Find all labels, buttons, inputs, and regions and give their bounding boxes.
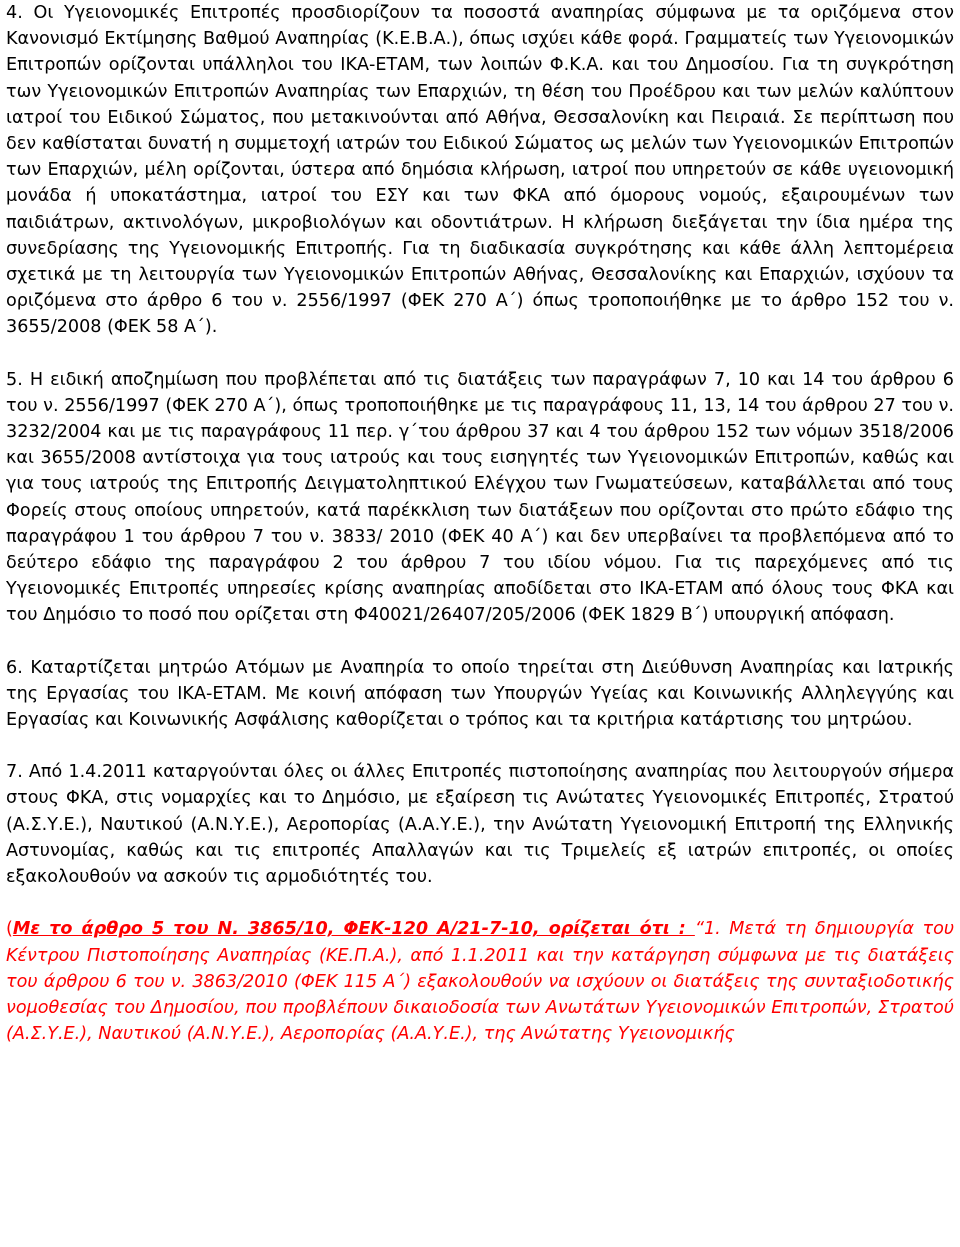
paragraph-gap bbox=[6, 341, 954, 367]
amendment-quote-mark: “ bbox=[694, 919, 704, 940]
paragraph-gap bbox=[6, 733, 954, 759]
document-page bbox=[6, 0, 954, 1047]
paragraph-7: 7. Από 1.4.2011 καταργούνται όλες οι άλλες Επιτροπές πιστοποίησης αναπηρίας που λειτουργούν σήμερα στους ΦΚΑ, στις νομαρχίες και το Δημόσιο, με εξαίρεση τις Ανώτατες Υγειονομικές Επιτροπές, Στρατού (Α.Σ.Υ.Ε.), Ναυτικού (Α.Ν.Υ.Ε.), Αεροπορίας (Α.Α.Υ.Ε.), την Ανώτατη Υγειονομική Επιτροπή της Ελληνικής Αστυνομίας, καθώς και τις επιτροπές Απαλλαγών και τις Τριμελείς εξ ιατρών επιτροπές, οι οποίες εξακολουθούν να ασκούν τις αρμοδιότητές του. bbox=[6, 762, 954, 888]
amendment-text: 1. Μετά τη δημιουργία του Κέντρου Πιστοποίησης Αναπηρίας (ΚΕ.Π.Α.), από 1.1.2011 και την κατάργηση σύμφωνα με τις διατάξεις του άρθρου 6 του ν. 3863/2010 (ΦΕΚ 115 Α΄) εξακολουθούν να ισχύουν οι διατάξεις της συνταξιοδοτικής νομοθεσίας του Δημοσίου, που προβλέπουν δικαιοδοσία των Ανωτάτων Υγειονομικών Επιτροπών, Στρατού (Α.Σ.Υ.Ε.), Ναυτικού (Α.Ν.Υ.Ε.), Αεροπορίας (Α.Α.Υ.Ε.), της Ανώτατης Υγειονομικής bbox=[6, 919, 955, 1045]
amendment-open-paren: ( bbox=[6, 919, 13, 940]
amendment-reference: Με το άρθρο 5 του Ν. 3865/10, ΦΕΚ-120 Α/21-7-10, ορίζεται ότι : bbox=[12, 919, 695, 940]
paragraph-gap bbox=[6, 890, 954, 916]
paragraph-5: 5. Η ειδική αποζημίωση που προβλέπεται από τις διατάξεις των παραγράφων 7, 10 και 14 του άρθρου 6 του ν. 2556/1997 (ΦΕΚ 270 Α΄), όπως τροποποιήθηκε με τις παραγράφους 11, 13, 14 του άρθρου 27 του ν. 3232/2004 και με τις παραγράφους 11 περ. γ΄του άρθρου 37 και 4 του άρθρου 152 των νόμων 3518/2006 και 3655/2008 αντίστοιχα για τους ιατρούς και τους εισηγητές των Υγειονομικών Επιτροπών, καθώς και για τους ιατρούς της Επιτροπής Δειγματοληπτικού Ελέγχου των Γνωματεύσεων, καταβάλλεται από τους Φορείς στους οποίους υπηρετούν, κατά παρέκκλιση των διατάξεων που ορίζονται στο πρώτο εδάφιο της παραγράφου 1 του άρθρου 7 του ν. 3833/ 2010 (ΦΕΚ 40 Α΄) και δεν υπερβαίνει τα προβλεπόμενα από το δεύτερο εδάφιο της παραγράφου 2 του άρθρου 7 του ιδίου νόμου. Για τις παρεχόμενες από τις Υγειονομικές Επιτροπές υπηρεσίες κρίσης αναπηρίας αποδίδεται στο ΙΚΑ-ΕΤΑΜ από όλους τους ΦΚΑ και του Δημόσιο το ποσό που ορίζεται στη Φ40021/26407/205/2006 (ΦΕΚ 1829 Β΄) υπουργική απόφαση. bbox=[6, 369, 954, 626]
paragraph-6: 6. Καταρτίζεται μητρώο Ατόμων με Αναπηρία το οποίο τηρείται στη Διεύθυνση Αναπηρίας και Ιατρικής της Εργασίας του ΙΚΑ-ΕΤΑΜ. Με κοινή απόφαση των Υπουργών Υγείας και Κοινωνικής Αλληλεγγύης και Εργασίας και Κοινωνικής Ασφάλισης καθορίζεται ο τρόπος και τα κριτήρια κατάρτισης του μητρώου. bbox=[6, 657, 954, 731]
amendment-paragraph bbox=[6, 916, 954, 1047]
paragraph-gap bbox=[6, 629, 954, 655]
paragraph-4: 4. Οι Υγειονομικές Επιτροπές προσδιορίζουν τα ποσοστά αναπηρίας σύμφωνα με τα οριζόμενα στον Κανονισμό Εκτίμησης Βαθμού Αναπηρίας (Κ.Ε.Β.Α.), όπως ισχύει κάθε φορά. Γραμματείς των Υγειονομικών Επιτροπών ορίζονται υπάλληλοι του ΙΚΑ-ΕΤΑΜ, των λοιπών Φ.Κ.Α. και του Δημοσίου. Για τη συγκρότηση των Υγειονομικών Επιτροπών Αναπηρίας των Επαρχιών, τη θέση του Προέδρου και των μελών καλύπτουν ιατροί του Ειδικού Σώματος, που μετακινούνται από Αθήνα, Θεσσαλονίκη και Πειραιά. Σε περίπτωση που δεν καθίσταται δυνατή η συμμετοχή ιατρών του Ειδικού Σώματος ως μελών των Υγειονομικών Επιτροπών των Επαρχιών, μέλη ορίζονται, ύστερα από δημόσια κλήρωση, ιατροί που υπηρετούν σε κάθε υγειονομική μονάδα ή υποκατάστημα, ιατροί του ΕΣΥ και των ΦΚΑ από όμορους νομούς, εξαιρουμένων των παιδιάτρων, ακτινολόγων, μικροβιολόγων και οδοντιάτρων. Η κλήρωση διεξάγεται την ίδια ημέρα της συνεδρίασης της Υγειονομικής Επιτροπής. Για τη διαδικασία συγκρότησης και κάθε άλλη λεπτομέρεια σχετικά με τη λειτουργία των Υγειονομικών Επιτροπών Αθήνας, Θεσσαλονίκης και Επαρχιών, ισχύουν τα οριζόμενα στο άρθρο 6 του ν. 2556/1997 (ΦΕΚ 270 Α΄) όπως τροποποιήθηκε με το άρθρο 152 του ν. 3655/2008 (ΦΕΚ 58 Α΄). bbox=[6, 3, 954, 338]
